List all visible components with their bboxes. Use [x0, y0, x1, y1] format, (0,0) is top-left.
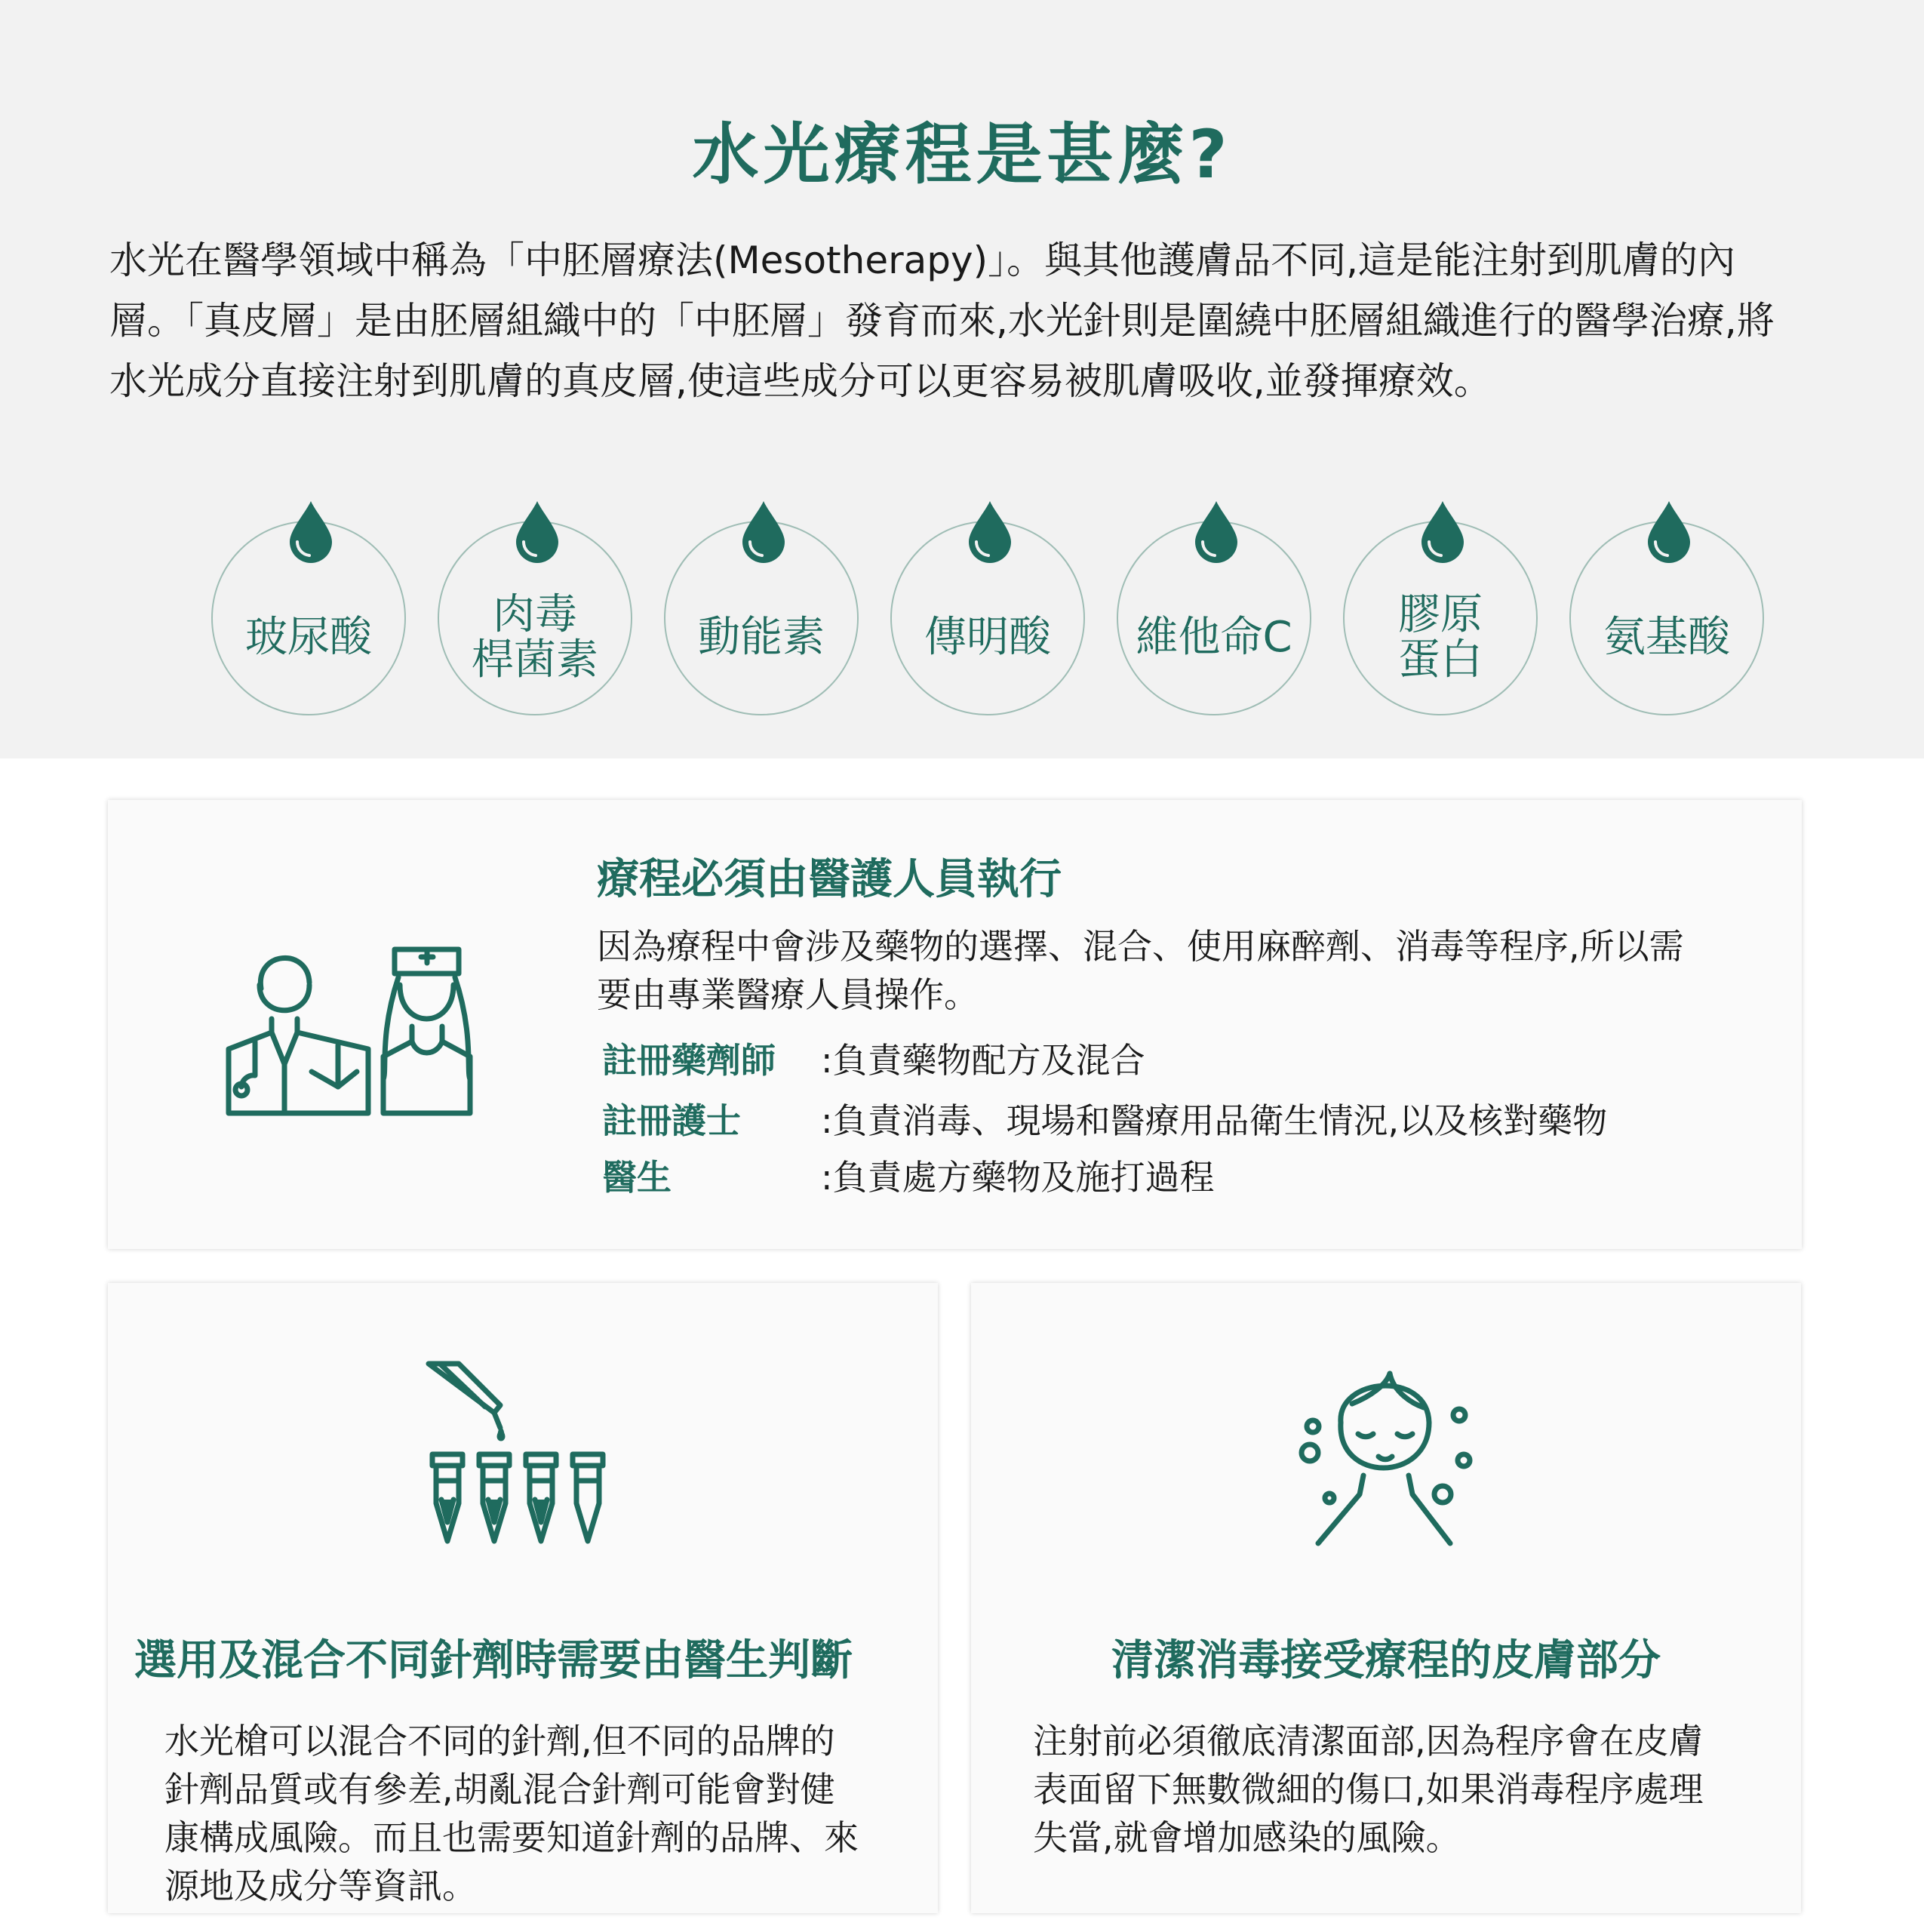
water-drop-icon — [739, 500, 788, 563]
ingredient-vitamin-c — [1117, 521, 1313, 717]
body-line: 康構成風險。而且也需要知道針劑的品牌、來 — [164, 1817, 859, 1858]
body-line: 因為療程中會涉及藥物的選擇、混合、使用麻醉劑、消毒等程序,所以需 — [597, 926, 1684, 967]
intro-section — [0, 0, 1924, 758]
card-heading: 選用及混合不同針劑時需要由醫生判斷 — [134, 1636, 853, 1685]
card-heading: 清潔消毒接受療程的皮膚部分 — [1111, 1636, 1661, 1685]
ingredient-amino-acid — [1569, 521, 1766, 717]
staff-duty: :負責消毒、現場和醫療用品衛生情況,以及核對藥物 — [821, 1100, 1608, 1141]
water-drop-icon — [287, 500, 335, 563]
intro-line: 水光在醫學領域中稱為「中胚層療法(Mesotherapy)」。與其他護膚品不同,這是能注射到肌膚的內 — [109, 238, 1736, 282]
page-title: 水光療程是甚麼? — [692, 115, 1232, 193]
ingredient-label: 膠原 蛋白 — [1398, 590, 1483, 685]
staff-row-pharmacist — [602, 1034, 1734, 1087]
water-drop-icon — [513, 500, 561, 563]
cleansing-card — [971, 1283, 1801, 1913]
staff-row-doctor — [602, 1151, 1734, 1204]
water-drop-icon — [966, 500, 1014, 563]
body-line: 針劑品質或有參差,胡亂混合針劑可能會對健 — [164, 1769, 835, 1810]
ingredient-botulinum — [438, 521, 634, 717]
dropper-and-vials-icon — [425, 1360, 621, 1549]
ingredient-hyaluronic-acid — [211, 521, 407, 717]
body-line: 表面留下無數微細的傷口,如果消毒程序處理 — [1033, 1769, 1704, 1810]
staff-role: 註冊護士 — [602, 1100, 741, 1141]
ingredient-label: 傳明酸 — [924, 613, 1051, 662]
staff-role: 註冊藥劑師 — [602, 1040, 776, 1081]
card-heading: 療程必須由醫護人員執行 — [597, 855, 1062, 904]
ingredient-label: 維他命C — [1136, 613, 1292, 662]
ingredient-tranexamic-acid — [890, 521, 1086, 717]
intro-paragraph — [109, 230, 1822, 411]
body-line: 要由專業醫療人員操作。 — [597, 974, 979, 1015]
ingredient-kinetin — [664, 521, 860, 717]
staff-duty: :負責處方藥物及施打過程 — [821, 1157, 1215, 1198]
ingredient-collagen — [1343, 521, 1539, 717]
body-line: 源地及成分等資訊。 — [164, 1866, 477, 1906]
water-drop-icon — [1192, 500, 1240, 563]
doctor-and-nurse-icon — [225, 943, 485, 1117]
ingredient-label: 氨基酸 — [1603, 613, 1730, 662]
ingredient-label: 動能素 — [698, 613, 825, 662]
mixing-card — [108, 1283, 938, 1913]
staff-duty: :負責藥物配方及混合 — [821, 1040, 1145, 1081]
staff-role: 醫生 — [602, 1157, 672, 1198]
water-drop-icon — [1418, 500, 1467, 563]
water-drop-icon — [1645, 500, 1693, 563]
card-body — [164, 1717, 919, 1910]
ingredient-label: 肉毒 桿菌素 — [472, 590, 598, 685]
intro-line: 層。「真皮層」是由胚層組織中的「中胚層」發育而來,水光針則是圍繞中胚層組織進行的醫學治療,將 — [109, 299, 1775, 343]
card-body — [1033, 1717, 1787, 1862]
body-line: 注射前必須徹底清潔面部,因為程序會在皮膚 — [1033, 1721, 1704, 1761]
intro-line: 水光成分直接注射到肌膚的真皮層,使這些成分可以更容易被肌膚吸收,並發揮療效。 — [109, 359, 1492, 403]
medical-staff-card — [108, 800, 1802, 1249]
card-body — [597, 922, 1774, 1019]
ingredient-label: 玻尿酸 — [245, 613, 372, 662]
face-with-bubbles-icon — [1299, 1362, 1477, 1547]
body-line: 失當,就會增加感染的風險。 — [1033, 1817, 1461, 1858]
body-line: 水光槍可以混合不同的針劑,但不同的品牌的 — [164, 1721, 835, 1761]
staff-row-nurse — [602, 1094, 1734, 1147]
